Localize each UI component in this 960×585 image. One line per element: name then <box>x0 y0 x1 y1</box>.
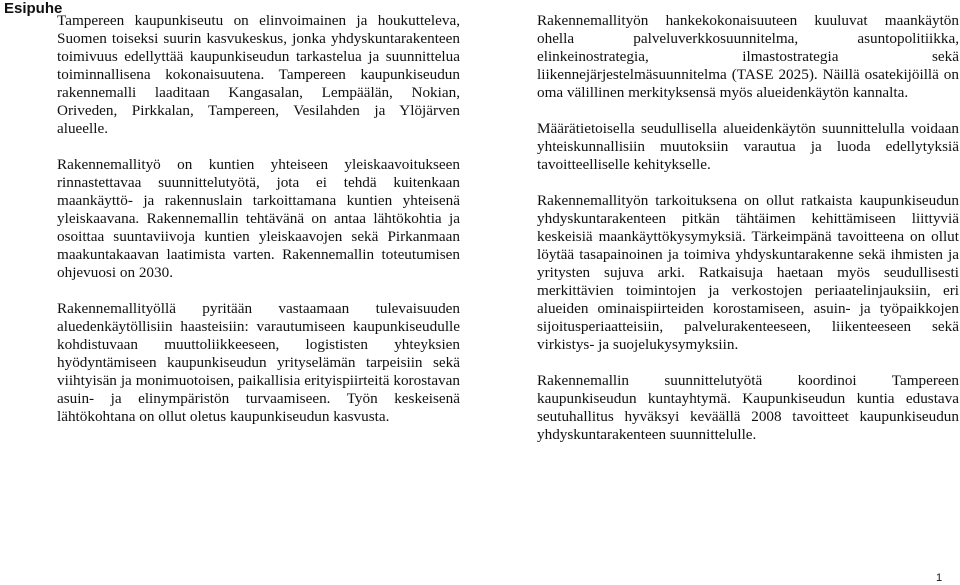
page-number: 1 <box>936 572 943 584</box>
coordination-paragraph: Rakennemallin suunnittelutyötä koordinoi Tampereen kaupunkiseudun kuntayhtymä. Kaupunkiseudun kuntia edustava seutuhallitus hyväksyi keväällä 2008 tavoitteet kaupunkiseudun yhdyskuntarakenteen suunnittelulle. <box>537 372 959 443</box>
purpose-paragraph: Rakennemallityön tarkoituksena on ollut ratkaista kaupunkiseudun yhdyskuntarakenteen pitkän tähtäimen kehittämiseen liittyviä keskeisiä maankäyttökysymyksiä. Tärkeimpänä tavoitteena on ollut löytää tasapainoinen ja toimiva yhdyskuntarakenne sekä ihmisten ja yritysten sujuva arki. Ratkaisuja haetaan myös seudullisesti merkittävien toimintojen ja verkostojen periaatelinjauksiin, eri alueiden ominaispiirteiden korostamiseen, asuin- ja työpaikkojen sijoitusperiaatteisiin, palvelurakenteeseen, liikenteeseen sekä virkistys- ja suojelukysymyksiin. <box>537 192 959 353</box>
challenges-paragraph: Rakennemallityöllä pyritään vastaamaan tulevaisuuden aluedenkäytöllisiin haasteisiin: varautumiseen kaupunkiseudulle kohdistuvaan muuttoliikkeeseen, logististen yhteyksien hyödyntämiseen kaupunkiseudun yrityselämän tarpeisiin sekä viihtyisän ja monimuotoisen, paikallisia erityispiirteitä korostavan asuin- ja elinympäristön turvaamiseen. Työn keskeisenä lähtökohtana on ollut oletus kaupunkiseudun kasvusta. <box>57 300 460 425</box>
intro-paragraph: Tampereen kaupunkiseutu on elinvoimainen ja houkutteleva, Suomen toiseksi suurin kasvukeskus, jonka yhdyskuntarakenteen toimivuus edellyttää kaupunkiseudun tarkastelua ja suunnittelua toiminnallisena kokonaisuutena. Tampereen kaupunkiseudun rakennemalli laaditaan Kangasalan, Lempäälän, Nokian, Oriveden, Pirkkalan, Tampereen, Vesilahden ja Ylöjärven alueelle. <box>57 12 460 137</box>
planning-work-paragraph: Rakennemallityö on kuntien yhteiseen yleiskaavoitukseen rinnastettavaa suunnittelutyötä, jota ei tehdä kuitenkaan maankäyttö- ja rakennuslain tarkoittamana kuntien yhteisenä yleiskaavana. Rakennemallin tehtävänä on antaa lähtökohtia ja osoittaa suuntaviivoja kuntien yleiskaavojen sekä Pirkanmaan maakuntakaavan laatimista varten. Rakennemallin toteutumisen ohjevuosi on 2030. <box>57 156 460 281</box>
regional-planning-paragraph: Määrätietoisella seudullisella alueidenkäytön suunnittelulla voidaan yhteiskunnallisiin muutoksiin varautua ja luoda edellytyksiä tavoitteelliselle kehitykselle. <box>537 120 959 173</box>
section-heading: Esipuhe <box>4 0 63 17</box>
right-text-column <box>537 12 959 462</box>
left-text-column <box>57 12 460 444</box>
project-components-paragraph: Rakennemallityön hankekokonaisuuteen kuuluvat maankäytön ohella palveluverkkosuunnitelma, asuntopolitiikka, elinkeinostrategia, ilmastostrategia sekä liikennejärjestelmäsuunnitelma (TASE 2025). Näillä osatekijöillä on oma välillinen merkityksensä myös alueidenkäytön kannalta. <box>537 12 959 101</box>
